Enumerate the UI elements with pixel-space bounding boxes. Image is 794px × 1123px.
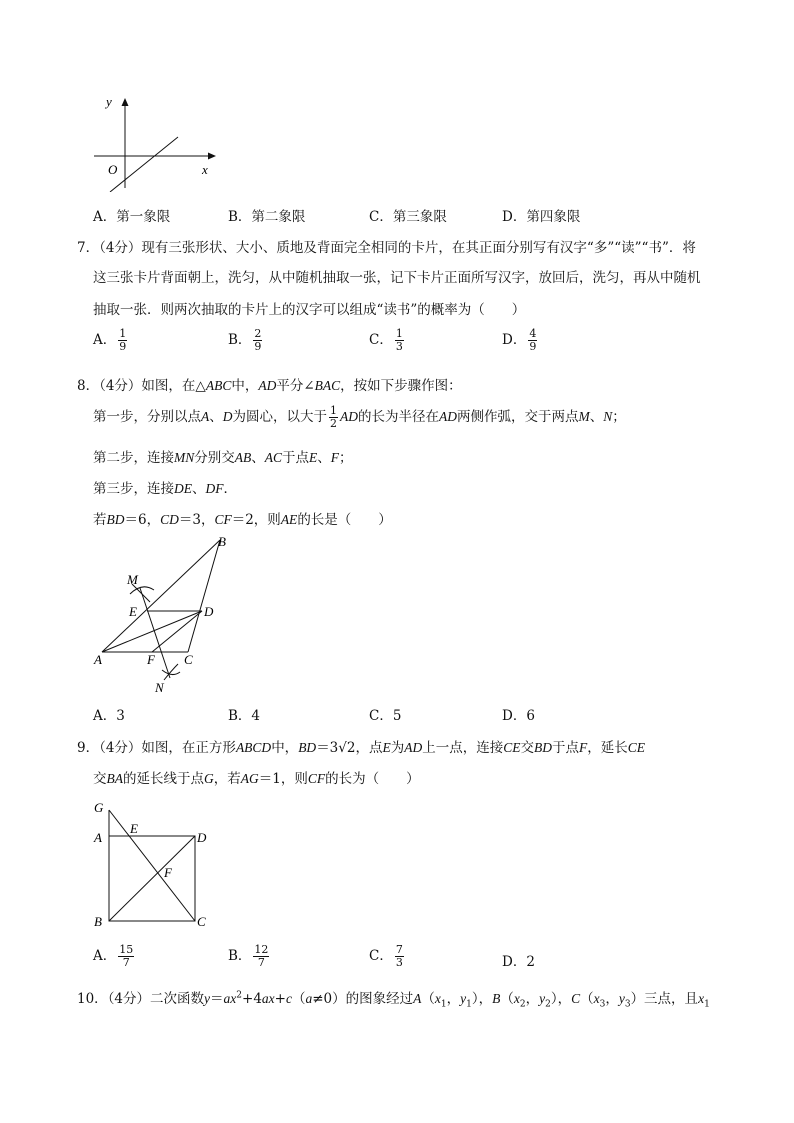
q6-option-b: B．第二象限 <box>228 209 306 225</box>
point-label-E: E <box>130 821 138 836</box>
point-label-D: D <box>204 604 214 619</box>
q7-stem-line1: 7．（4分）现有三张形状、大小、质地及背面完全相同的卡片，在其正面分别写有汉字“多”“读”“书”．将 <box>77 240 696 256</box>
point-label-E: E <box>129 604 137 619</box>
point-label-C: C <box>197 914 206 929</box>
point-label-N: N <box>155 680 164 695</box>
q6-figure <box>88 88 228 192</box>
q10-stem-line1: 10．（4分）二次函数$y=ax^2+4ax+c(a\ne 0)$的图象经过$A(x_1$，$y_1$），$B(x_2$，$y_2$），$C(x_3$，$y_3$）三点，且$x_1$ <box>77 990 710 1010</box>
q8-step1: 第一步，分别以点A、D为圆心，以大于 $\frac{1}{2}$ AD的长为半径在AD两侧作弧，交于两点M、N； <box>93 404 626 430</box>
q9-option-d: D．2 <box>502 954 535 970</box>
q8-condition: 若BD＝6，CD＝3，CF＝2，则AE的长是（ ） <box>93 512 392 528</box>
q8-number: 8． <box>77 378 100 394</box>
q6-option-a: A．第一象限 <box>93 209 171 225</box>
point-label-F: F <box>164 865 172 880</box>
q9-figure <box>90 796 220 936</box>
point-label-B: B <box>218 534 226 549</box>
q9-option-c: C． $\frac{7}{3}$ <box>369 943 403 969</box>
q6-option-d: D．第四象限 <box>502 209 581 225</box>
q7-stem-line3: 抽取一张．则两次抽取的卡片上的汉字可以组成“读书”的概率为（ ） <box>93 302 526 318</box>
q9-option-b: B． $\frac{12}{7}$ <box>228 943 269 969</box>
q9-stem-line1: 9．（4分）如图，在正方形ABCD中，BD＝3√2，点E为AD上一点，连接CE交BD于点F，延长CE <box>77 740 646 756</box>
q9-stem-line2: 交BA的延长线于点G，若AG＝1，则CF的长为（ ） <box>93 771 420 787</box>
q8-step2: 第二步，连接MN分别交AB、AC于点E、F； <box>93 450 353 466</box>
q8-option-a: A．3 <box>93 708 125 724</box>
q8-option-d: D．6 <box>502 708 535 724</box>
origin-label: O <box>108 162 118 177</box>
q10-number: 10． <box>77 991 108 1007</box>
y-axis-label: y <box>106 94 112 109</box>
q8-stem-line1: 8．（4分）如图，在△ABC中，AD平分∠BAC，按如下步骤作图： <box>77 378 462 394</box>
point-label-C: C <box>184 652 193 667</box>
q8-option-b: B．4 <box>228 708 261 724</box>
point-label-B: B <box>94 914 102 929</box>
q9-option-a: A． $\frac{15}{7}$ <box>93 943 134 969</box>
point-label-A: A <box>94 652 102 667</box>
point-label-F: F <box>147 652 155 667</box>
q7-stem-line2: 这三张卡片背面朝上，洗匀，从中随机抽取一张，记下卡片正面所写汉字，放回后，洗匀，再从中随机 <box>93 270 701 286</box>
q9-number: 9． <box>77 740 100 756</box>
point-label-A: A <box>94 830 102 845</box>
q8-option-c: C．5 <box>369 708 402 724</box>
x-axis-label: x <box>202 162 208 177</box>
point-label-M: M <box>127 572 138 587</box>
q7-option-a: A． $\frac{1}{9}$ <box>93 327 127 353</box>
q7-option-c: C． $\frac{1}{3}$ <box>369 327 403 353</box>
point-label-G: G <box>94 800 104 815</box>
q7-option-b: B． $\frac{2}{9}$ <box>228 327 262 353</box>
point-label-D: D <box>197 830 207 845</box>
q7-number: 7． <box>77 240 100 256</box>
q8-step3: 第三步，连接DE、DF． <box>93 481 237 497</box>
q8-figure <box>92 530 242 698</box>
q6-option-c: C．第三象限 <box>369 209 447 225</box>
q7-option-d: D． $\frac{4}{9}$ <box>502 327 537 353</box>
